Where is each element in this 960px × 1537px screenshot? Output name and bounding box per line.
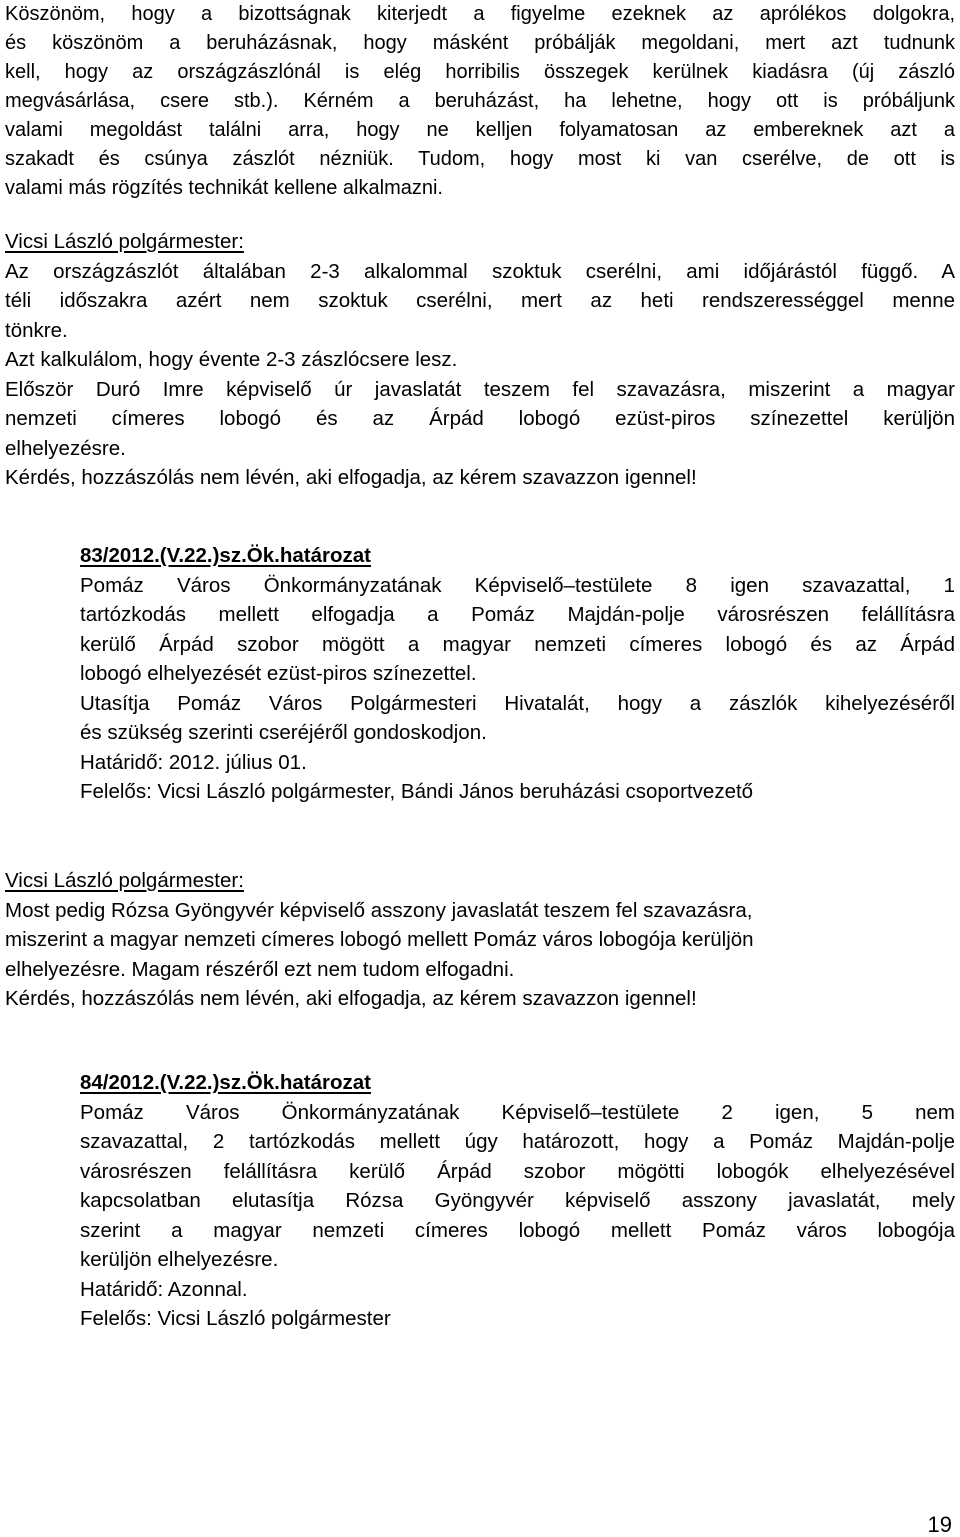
text-line: valami más rögzítés technikát kellene alkalmazni. <box>5 177 443 199</box>
resolution-heading: 83/2012.(V.22.)sz.Ök.határozat <box>80 544 371 567</box>
text-line: tartózkodás mellett elfogadja a Pomáz Majdán-polje városrészen felállításra <box>80 603 955 626</box>
text-line: Pomáz Város Önkormányzatának Képviselő–testülete 8 igen szavazattal, 1 <box>80 573 955 597</box>
text-line: szakadt és csúnya zászlót nézniük. Tudom, hogy most ki van cserélve, de ott is <box>5 148 955 170</box>
text-line: miszerint a magyar nemzeti címeres lobogó mellett Pomáz város lobogója kerüljön <box>5 928 754 951</box>
text-line: Az országzászlót általában 2-3 alkalommal szoktuk cserélni, ami időjárástól függő. A <box>5 259 955 283</box>
text-line: Azt kalkulálom, hogy évente 2-3 zászlócsere lesz. <box>5 348 458 371</box>
mayor-speech-2 <box>5 866 955 1014</box>
text-line: szerint a magyar nemzeti címeres lobogó mellett Pomáz város lobogója <box>80 1218 955 1242</box>
text-line: és szükség szerinti cseréjéről gondoskodjon. <box>80 721 487 744</box>
text-line: tönkre. <box>5 318 68 342</box>
resolution-83 <box>80 541 955 807</box>
text-line: kerülő Árpád szobor mögött a magyar nemzeti címeres lobogó és az Árpád <box>80 632 955 656</box>
page-number: 19 <box>927 1512 952 1537</box>
text-line: Kérdés, hozzászólás nem lévén, aki elfogadja, az kérem szavazzon igennel! <box>5 466 697 489</box>
text-line: nemzeti címeres lobogó és az Árpád lobogó ezüst-piros színezettel kerüljön <box>5 407 955 430</box>
text-line: elhelyezésre. <box>5 436 126 460</box>
text-line: Most pedig Rózsa Gyöngyvér képviselő asszony javaslatát teszem fel szavazásra, <box>5 898 753 922</box>
text-line: Kérdés, hozzászólás nem lévén, aki elfogadja, az kérem szavazzon igennel! <box>5 987 697 1010</box>
text-line: Köszönöm, hogy a bizottságnak kiterjedt a figyelme ezeknek az aprólékos dolgokra, <box>5 3 955 25</box>
resolution-heading: 84/2012.(V.22.)sz.Ök.határozat <box>80 1071 371 1094</box>
text-line: Először Duró Imre képviselő úr javaslatát teszem fel szavazásra, miszerint a magyar <box>5 377 955 401</box>
text-line: szavazattal, 2 tartózkodás mellett úgy határozott, hogy a Pomáz Majdán-polje <box>80 1130 955 1153</box>
text-line: és köszönöm a beruházásnak, hogy másként próbálják megoldani, mert azt tudnunk <box>5 32 955 54</box>
intro-paragraph <box>5 0 955 203</box>
text-line: kapcsolatban elutasítja Rózsa Gyöngyvér képviselő asszony javaslatát, mely <box>80 1189 955 1212</box>
deadline-line: Határidő: Azonnal. <box>80 1277 248 1301</box>
text-line: megvásárlása, csere stb.). Kérném a beruházást, ha lehetne, hogy ott is próbáljunk <box>5 90 955 112</box>
text-line: Utasítja Pomáz Város Polgármesteri Hivatalát, hogy a zászlók kihelyezéséről <box>80 691 955 715</box>
speaker-label: Vicsi László polgármester: <box>5 230 244 253</box>
text-line: lobogó elhelyezését ezüst-piros színezettel. <box>80 662 477 685</box>
text-line: kerüljön elhelyezésre. <box>80 1248 279 1271</box>
text-line: kell, hogy az országzászlónál is elég horribilis összegek kerülnek kiadásra (új zászló <box>5 61 955 83</box>
speaker-label: Vicsi László polgármester: <box>5 869 244 892</box>
text-line: városrészen felállításra kerülő Árpád szobor mögötti lobogók elhelyezésével <box>80 1159 955 1183</box>
text-line: valami megoldást találni arra, hogy ne kelljen folyamatosan az embereknek azt a <box>5 119 955 141</box>
deadline-line: Határidő: 2012. július 01. <box>80 750 307 774</box>
resolution-84 <box>80 1068 955 1334</box>
mayor-speech-1 <box>5 227 955 493</box>
text-line: elhelyezésre. Magam részéről ezt nem tudom elfogadni. <box>5 957 515 981</box>
responsible-line: Felelős: Vicsi László polgármester <box>80 1307 391 1330</box>
text-line: téli időszakra azért nem szoktuk cserélni, mert az heti rendszerességgel menne <box>5 289 955 312</box>
text-line: Pomáz Város Önkormányzatának Képviselő–testülete 2 igen, 5 nem <box>80 1100 955 1124</box>
responsible-line: Felelős: Vicsi László polgármester, Bándi János beruházási csoportvezető <box>80 780 754 803</box>
